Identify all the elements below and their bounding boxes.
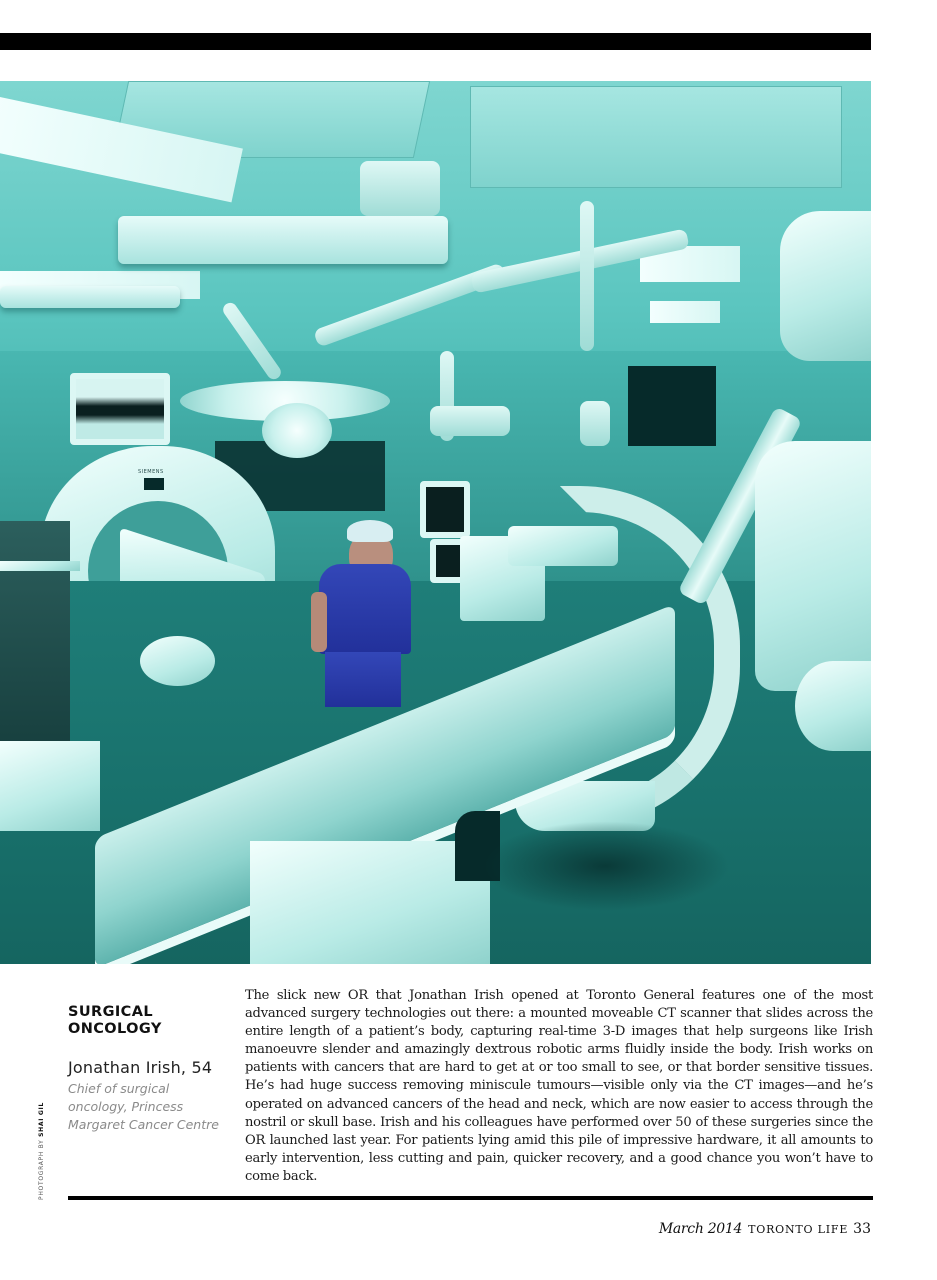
equipment-cart (0, 521, 70, 751)
equipment-label: SIEMENS (138, 469, 164, 475)
scrub-pants (325, 652, 401, 707)
table-pedestal (250, 841, 490, 964)
bottom-rule (68, 1196, 873, 1200)
cart-shelf (0, 561, 80, 571)
section-title-line: ONCOLOGY (68, 1021, 162, 1037)
ceiling-boom (118, 216, 448, 264)
scrub-top (319, 564, 411, 654)
person-role-line: oncology, Princess (68, 1099, 184, 1114)
credit-prefix: PHOTOGRAPH BY (38, 1136, 45, 1200)
ceiling-panel (470, 86, 842, 188)
surgical-light (262, 403, 332, 458)
section-title (68, 1004, 238, 1038)
robot-arm-body (755, 441, 871, 691)
person-role-line: Margaret Cancer Centre (68, 1117, 219, 1132)
top-black-bar (0, 33, 871, 50)
operating-room-photo (0, 81, 871, 964)
boom-arm (580, 201, 594, 351)
anesthesia-monitor (420, 481, 470, 538)
surgeon-figure (309, 502, 411, 707)
robot-arm-upper (780, 211, 871, 361)
issue-date: March 2014 (658, 1221, 743, 1237)
section-title-line: SURGICAL (68, 1004, 153, 1020)
surgical-cap (347, 520, 393, 542)
floor-shadow (480, 821, 730, 911)
robot-base (795, 661, 871, 751)
article-body: The slick new OR that Jonathan Irish opened at Toronto General features one of the most advanced surgery technologies out there: a mounted moveable CT scanner that slides across the entire length of a patient’s body, capturing real-time 3-D images that help surgeons like Irish manoeuvre slender and amazingly dextrous robotic arms fluidly inside the body. Irish works on patients with cancers that are hard to get at or too small to see, or that border sensitive tissues. He’s had huge success removing miniscule tumours—visible only via the CT images—and he’s operated on advanced cancers of the head and neck, which are now easier to access through the nostril or skull base. Irish and his colleagues have performed over 50 of these surgeries since the OR launched last year. For patients lying amid this pile of impressive hardware, it all amounts to early intervention, less cutting and pain, quicker recovery, and a good chance you won’t have to come back. (245, 988, 873, 1184)
ceiling-light (650, 301, 720, 323)
ct-display (144, 478, 164, 490)
photo-credit (38, 1102, 45, 1200)
boom-monitor (70, 373, 170, 445)
page-folio (659, 1221, 871, 1237)
magazine-name: TORONTO LIFE (748, 1223, 849, 1236)
wall-monitor (628, 366, 716, 446)
ct-base (140, 636, 215, 686)
boom-mount (360, 161, 440, 216)
ceiling-boom (0, 286, 180, 308)
cart-base (0, 741, 100, 831)
surgeon-arm (311, 592, 327, 652)
person-role-line: Chief of surgical (68, 1081, 170, 1096)
page-number: 33 (853, 1221, 871, 1237)
person-role (68, 1080, 238, 1134)
person-name: Jonathan Irish, 54 (68, 1058, 213, 1077)
photographer-name: SHAI GIL (38, 1101, 45, 1137)
light-head (430, 406, 510, 436)
profile-sidebar (68, 1004, 238, 1134)
light-head (580, 401, 610, 446)
